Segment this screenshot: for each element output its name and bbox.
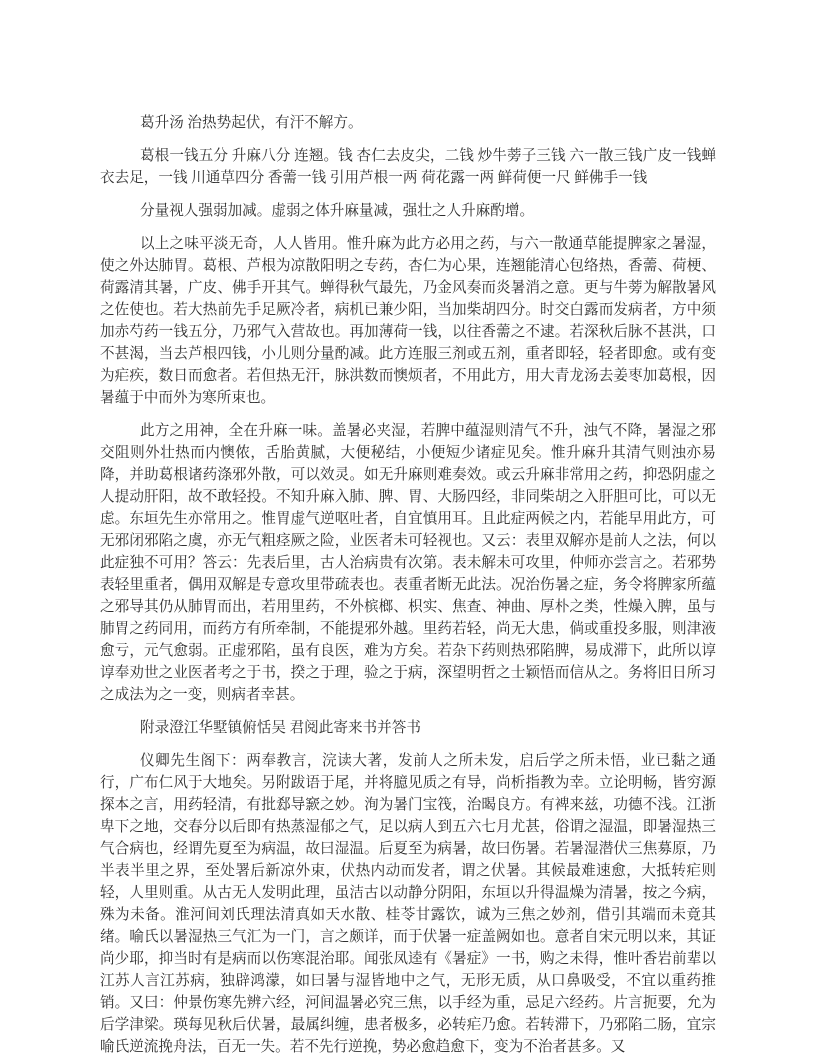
- prescription-commentary-1: 以上之味平淡无奇，人人皆用。惟升麻为此方必用之药，与六一散通草能提脾家之暑湿，使之外达肺胃。葛根、芦根为凉散阳明之专药，杏仁为心果，连翘能清心包络热，香薷、荷梗、荷露清其暑，广皮、佛手开其气。蝉得秋气最先，乃金风奏而炎暑消之意。更与牛蒡为解散暑风之佐使也。若大热前先手足厥冷者，病机已兼少阳，当加柴胡四分。时交白露而发病者，方中须加赤芍药一钱五分，乃邪气入营故也。再加薄荷一钱，以往香薷之不逮。若深秋后脉不甚洪，口不甚渴，当去芦根四钱，小儿则分量酌减。此方连服三剂或五剂，重者即轻，轻者即愈。或有变为疟疾，数日而愈者。若但热无汗，脉洪数而懊烦者，不用此方，用大青龙汤去姜枣加葛根，因暑蕴于中而外为寒所束也。: [100, 236, 716, 406]
- prescription-dosage-note: 分量视人强弱加减。虚弱之体升麻量减，强壮之人升麻酌增。: [140, 203, 535, 219]
- appendix-heading: 附录澄江华墅镇俯恬吴 君阅此寄来书并答书: [140, 720, 421, 736]
- prescription-title: 葛升汤 治热势起伏，有汗不解方。: [140, 115, 363, 131]
- appendix-letter: 仪卿先生阁下：两奉教言，浣读大著，发前人之所未发，启后学之所未悟，业已黏之通行，广布仁风于大地矣。另附跋语于尾，并将臆见质之有导，尚析指教为幸。立论明畅，皆穷源探本之言，用药轻清，有批郄导窾之妙。洵为暑门宝筏，治暍良方。有裨来兹，功德不浅。江浙卑下之地，交春分以后即有热蒸湿郁之气，足以病人到五六七月尤甚，俗谓之湿温，即暑湿热三气合病也，经谓先夏至为病温，故曰湿温。后夏至为病暑，故曰伤暑。若暑湿潜伏三焦募原，乃半表半里之界，至处署后新凉外束，伏热内动而发者，谓之伏暑。其候最难速愈，大抵转疟则轻，人里则重。从古无人发明此理，虽洁古以动静分阴阳，东垣以升得温燥为清暑，按之今病，殊为未备。淮河间刘氏理法清真如天水散、桂苓甘露饮，诚为三焦之妙剂，借引其端而未竟其绪。喻氏以暑湿热三气汇为一门，言之颇详，而于伏暑一症盖阙如也。意者自宋元明以来，其证尚少耶，抑当时有是病而以伤寒混治耶。闻张凤逵有《暑症》一书，购之未得，惟叶香岩前辈以江苏人言江苏病，独辟鸿濛，如曰暑与湿皆地中之气，无形无质，从口鼻吸受，不宜以重药推销。又曰：仲景伤寒先辨六经，河间温暑必究三焦，以手经为重，忌足六经药。片言扼要，允为后学津梁。瑛每见秋后伏暑，最属纠缠，患者极多，必转疟乃愈。若转滞下，乃邪陷二肠，宜宗喻氏逆流挽舟法，百无一失。若不先行逆挽，势必愈趋愈下，变为不治者甚多。又: [100, 753, 716, 1055]
- prescription-ingredients: 葛根一钱五分 升麻八分 连翘。钱 杏仁去皮尖，二钱 炒牛蒡子三钱 六一散三钱广皮一钱蝉衣去足，一钱 川通草四分 香薷一钱 引用芦根一两 荷花露一两 鲜荷便一尺 鲜佛手一钱: [100, 148, 716, 186]
- prescription-commentary-2: 此方之用神，全在升麻一味。盖暑必夹湿，若脾中蕴湿则清气不升，浊气不降，暑湿之邪交阻则外壮热而内懊侬，舌胎黄腻，大便秘结，小便短少诸症见矣。惟升麻升其清气则浊亦易降，并助葛根诸药涤邪外散，可以效灵。如无升麻则难奏效。或云升麻非常用之药，抑恐阴虚之人提动肝阳，故不敢轻投。不知升麻入肺、脾、胃、大肠四经，非同柴胡之入肝胆可比，可以无虑。东垣先生亦常用之。惟胃虚气逆呕吐者，自宜慎用耳。且此症两候之内，若能早用此方，可无邪闭邪陷之虞，亦无气粗痉厥之险，业医者未可轻视也。又云：表里双解亦是前人之法，何以此症独不可用？答云：先表后里，古人治病贵有次第。表未解未可攻里，仲师亦尝言之。若邪势表轻里重者，偶用双解是专意攻里带疏表也。表重者断无此法。况治伤暑之症，务令将脾家所蕴之邪导其仍从肺胃而出，若用里药，不外槟榔、枳实、焦查、神曲、厚朴之类，性燥入脾，虽与肺胃之药同用，而药方有所牵制，不能提邪外越。里药若轻，尚无大患，倘或重投多服，则津液愈亏，元气愈弱。正虚邪陷，虽有良医，难为方矣。若杂下药则热邪陷脾，易成滞下，此所以谆谆奉劝世之业医者考之于书，揆之于理，验之于病，深望明哲之士颖悟而信从之。务将旧日所习之成法为之一变，则病者幸甚。: [100, 423, 716, 703]
